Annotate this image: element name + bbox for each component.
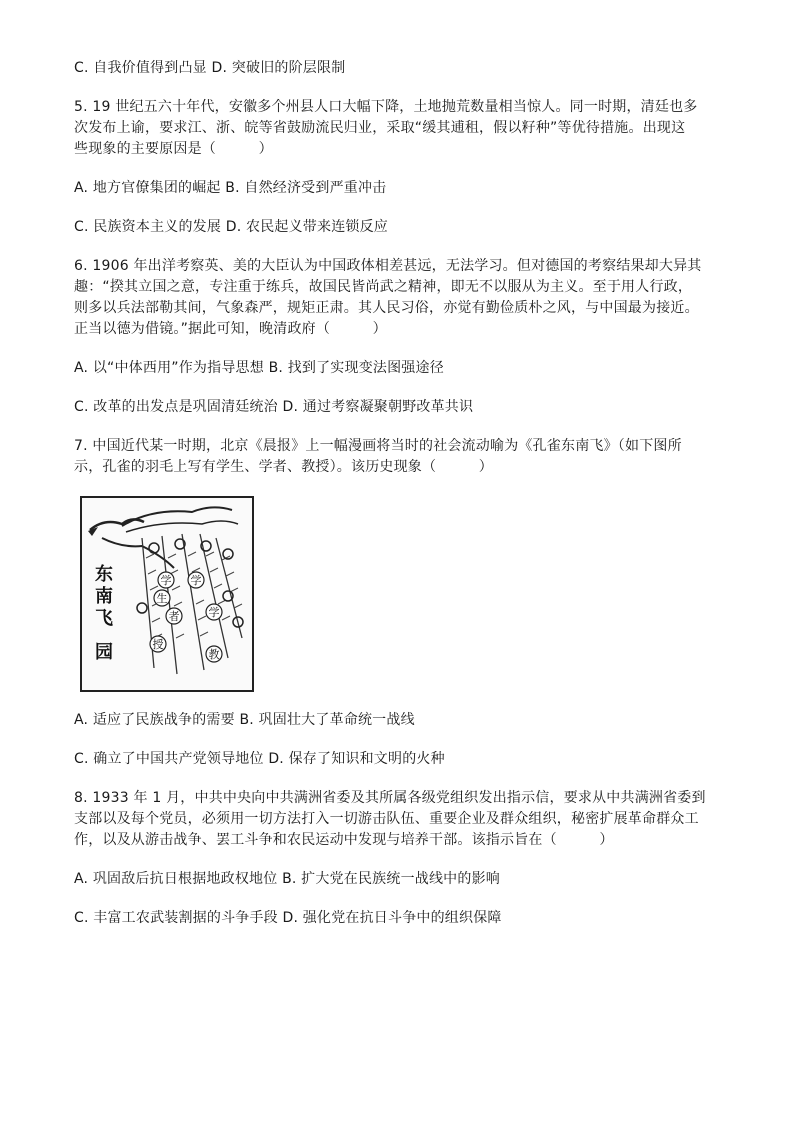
q5-options-ab: A. 地方官僚集团的崛起 B. 自然经济受到严重冲击 [74,180,387,196]
q6-stem-line: 正当以德为借镜。”据此可知，晚清政府（ ） [74,321,387,337]
feather-word: 生 [156,592,168,605]
q7-options-cd: C. 确立了中国共产党领导地位 D. 保存了知识和文明的火种 [74,751,445,767]
calligraphy-char: 南 [95,586,113,607]
q5-stem-line: 次发布上谕，要求江、浙、皖等省鼓励流民归业，采取“缓其逋租，假以籽种”等优待措施。出现这 [74,120,686,136]
cartoon-title-calligraphy [95,563,114,663]
q8-options-cd: C. 丰富工农武装割据的斗争手段 D. 强化党在抗日斗争中的组织保障 [74,910,502,926]
q8-stem-line: 8. 1933 年 1 月，中共中央向中共满洲省委及其所属各级党组织发出指示信，要求从中共满洲省委到 [74,790,706,806]
peacock-drawing [82,498,252,690]
q4-options-cd: C. 自我价值得到凸显 D. 突破旧的阶层限制 [74,60,346,76]
feather-word: 学 [160,574,172,587]
peacock-cartoon-image [80,496,254,692]
calligraphy-char: 园 [95,642,113,663]
q7-options-ab: A. 适应了民族战争的需要 B. 巩固壮大了革命统一战线 [74,712,415,728]
q7-stem-line: 7. 中国近代某一时期，北京《晨报》上一幅漫画将当时的社会流动喻为《孔雀东南飞》（如下图所 [74,438,682,454]
q5-stem [74,97,724,160]
feather-word: 者 [168,610,180,623]
exam-page [74,58,724,929]
calligraphy-char: 飞 [95,608,113,629]
q6-options-cd: C. 改革的出发点是巩固清廷统治 D. 通过考察凝聚朝野改革共识 [74,399,474,415]
q8-stem [74,788,724,851]
q8-stem-line: 支部以及每个党员，必须用一切方法打入一切游击队伍、重要企业及群众组织，秘密扩展革命群众工 [74,811,699,827]
feather-word: 学 [190,574,202,587]
q5-options-cd: C. 民族资本主义的发展 D. 农民起义带来连锁反应 [74,219,389,235]
q8-options-ab: A. 巩固敌后抗日根据地政权地位 B. 扩大党在民族统一战线中的影响 [74,871,500,887]
feather-word: 教 [208,648,220,661]
calligraphy-char: 东 [95,564,113,585]
q6-options-ab: A. 以“中体西用”作为指导思想 B. 找到了实现变法图强途径 [74,360,444,376]
q7-stem [74,436,724,478]
q8-stem-line: 作，以及从游击战争、罢工斗争和农民运动中发现与培养干部。该指示旨在（ ） [74,832,614,848]
q6-stem [74,256,724,340]
q6-stem-line: 6. 1906 年出洋考察英、美的大臣认为中国政体相差甚远，无法学习。但对德国的考察结果却大异其 [74,258,702,274]
feather-word: 授 [152,638,164,651]
feather-word: 学 [208,606,220,619]
q7-stem-line: 示，孔雀的羽毛上写有学生、学者、教授）。该历史现象（ ） [74,459,493,475]
q6-stem-line: 则多以兵法部勒其间，气象森严，规矩正肃。其人民习俗，亦觉有勤俭质朴之风，与中国最为接近。 [74,300,699,316]
q5-stem-line: 些现象的主要原因是（ ） [74,141,273,157]
q5-stem-line: 5. 19 世纪五六十年代，安徽多个州县人口大幅下降，土地抛荒数量相当惊人。同一时期，清廷也多 [74,99,698,115]
q6-stem-line: 趣：“揆其立国之意，专注重于练兵，故国民皆尚武之精神，即无不以服从为主义。至于用人行政， [74,279,693,295]
